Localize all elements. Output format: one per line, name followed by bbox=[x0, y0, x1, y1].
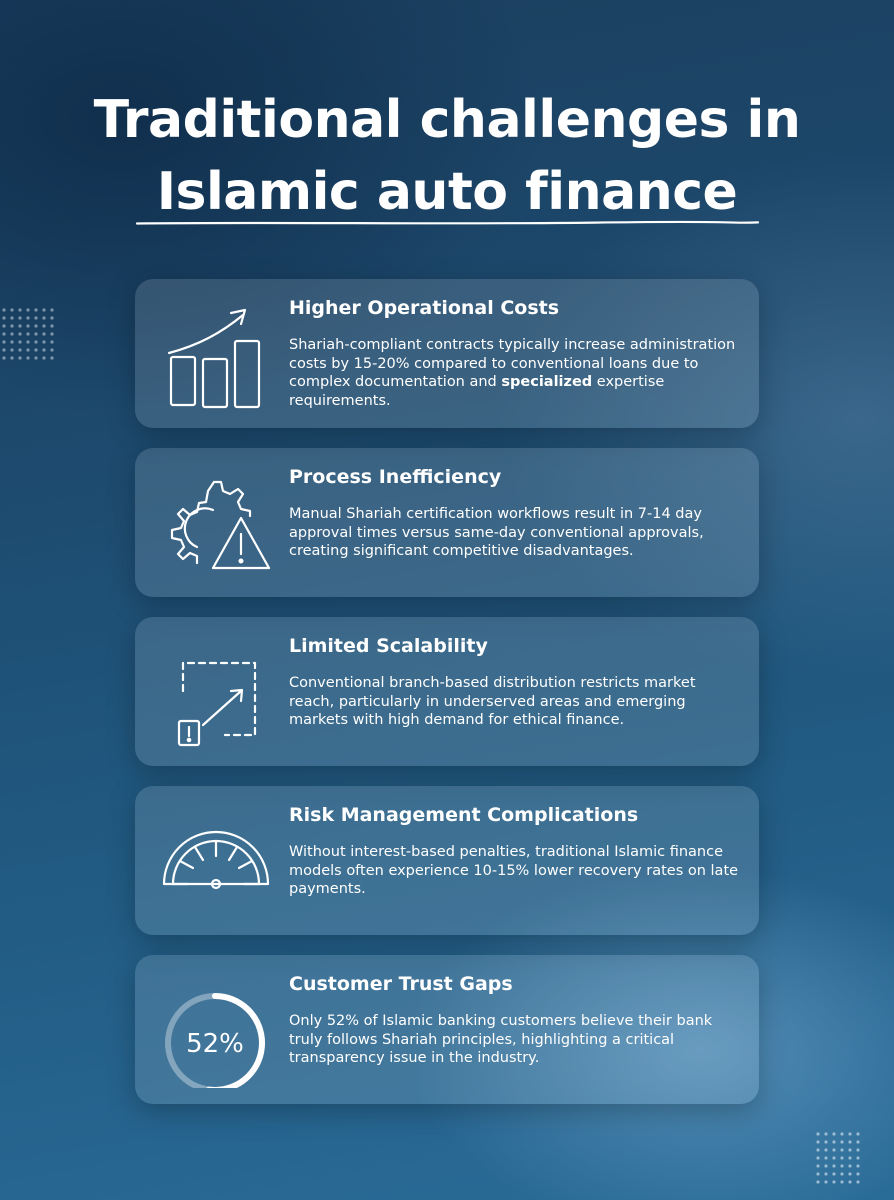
card-title: Higher Operational Costs bbox=[289, 297, 560, 319]
challenge-card-process-inefficiency bbox=[135, 448, 759, 597]
card-title: Process Inefficiency bbox=[289, 466, 502, 488]
page-title-line-1: Traditional challenges in bbox=[93, 90, 801, 150]
gear-warning-icon bbox=[159, 464, 273, 581]
challenge-card-customer-trust bbox=[135, 955, 759, 1104]
progress-ring-icon bbox=[159, 971, 273, 1088]
title-underline bbox=[135, 220, 760, 226]
bar-chart-growth-icon bbox=[159, 295, 273, 412]
dot-grid-decoration-right bbox=[814, 1130, 866, 1190]
page-title bbox=[0, 84, 894, 228]
card-description-text-end: expertise requirements. bbox=[289, 374, 665, 409]
card-title: Limited Scalability bbox=[289, 635, 488, 657]
card-description: Manual Shariah certification workflows result in 7-14 day approval times versus same-day conventional approvals, creating significant competitive disadvantages. bbox=[289, 506, 704, 559]
challenge-card-risk-management bbox=[135, 786, 759, 935]
card-description-bold: specialized bbox=[501, 374, 593, 390]
card-description bbox=[289, 336, 743, 410]
progress-ring-label: 52% bbox=[186, 1029, 244, 1059]
page-title-line-2: Islamic auto finance bbox=[156, 162, 738, 222]
scale-expand-icon bbox=[159, 633, 273, 750]
card-description: Without interest-based penalties, traditional Islamic finance models often experience 10-15% lower recovery rates on late payments. bbox=[289, 844, 739, 897]
risk-gauge-icon bbox=[159, 802, 273, 919]
card-title: Customer Trust Gaps bbox=[289, 973, 513, 995]
dot-grid-decoration-left bbox=[0, 306, 56, 364]
card-description-text: Shariah-compliant contracts typically increase administration costs by 15-20% compared to conventional loans due to complex documentation and bbox=[289, 337, 736, 390]
challenge-card-limited-scalability bbox=[135, 617, 759, 766]
card-description: Conventional branch-based distribution restricts market reach, particularly in underserved areas and emerging markets with high demand for ethical finance. bbox=[289, 675, 696, 728]
card-title: Risk Management Complications bbox=[289, 804, 639, 826]
challenge-card-operational-costs bbox=[135, 279, 759, 428]
card-description: Only 52% of Islamic banking customers believe their bank truly follows Shariah principles, highlighting a critical transparency issue in the industry. bbox=[289, 1013, 713, 1066]
